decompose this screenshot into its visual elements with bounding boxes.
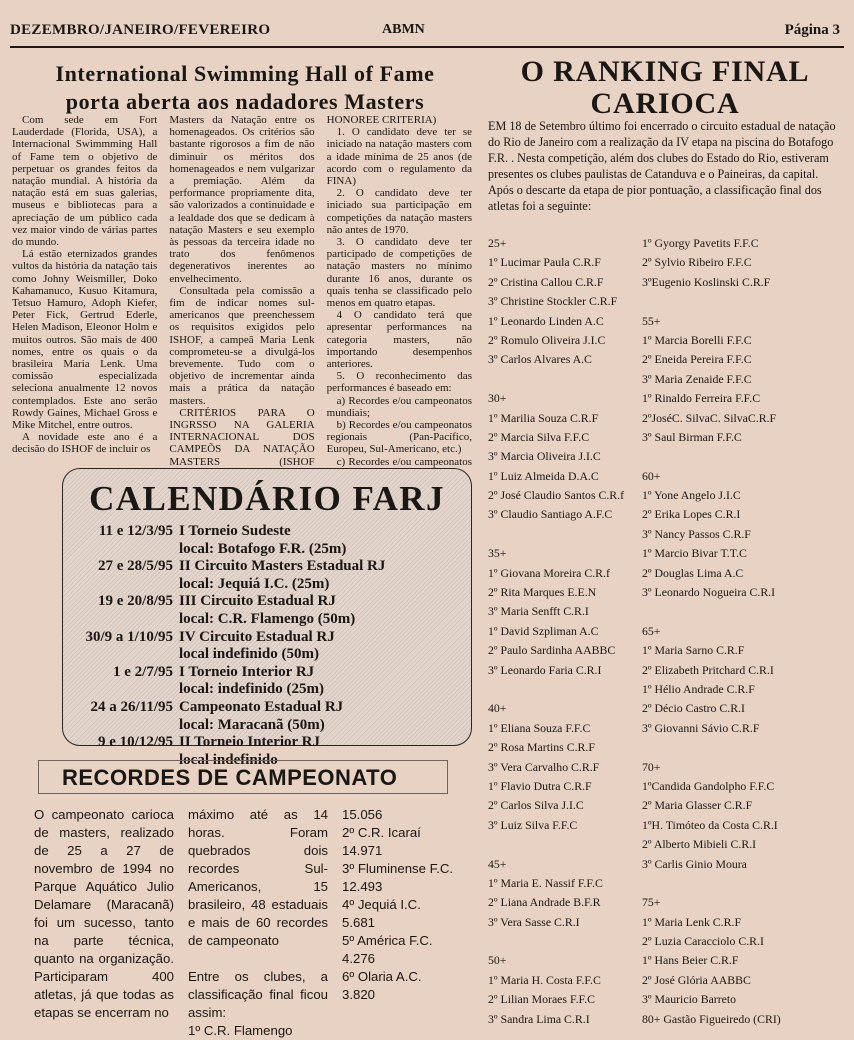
ranking-entry: 3º Vera Sasse C.R.I [488,914,580,929]
ranking-spacer [488,680,624,699]
event-date: 11 e 12/3/95 [98,523,173,539]
score-line: 6º Olaria A.C. [342,969,422,984]
records-column-2 [188,806,328,1040]
ranking-entry: 1º Marilia Souza C.R.F [488,410,599,425]
age-group-label: 65+ [642,623,661,638]
score-line: 4.276 [342,951,376,966]
event-date: 19 e 20/8/95 [98,593,173,610]
ranking-left-column [488,234,624,1029]
records-club-scores [342,806,472,1040]
event-name: Campeonato Estadual RJ [179,698,344,715]
ranking-entry: 2º Rita Marques E.E.N [488,585,597,600]
calendar-box [62,468,472,768]
calendar-event [63,593,471,611]
event-local: local: Maracanã (50m) [179,716,325,733]
paragraph: O campeonato carioca de masters, realizado de 25 a 27 de novembro de 1994 no Parque Aquático Julio Delamare (Maracanã) foi um sucesso, tanto na parte técnica, quanto na organização. Participaram 400 atletas, já que todas as etapas se encerram no [34,807,174,1020]
calendar-event [63,629,471,647]
records-title: RECORDES DE CAMPEONATO [62,765,398,790]
paragraph: EM 18 de Setembro último foi encerrado o circuito estadual de natação do Rio de Janeiro com a realização da IV etapa na piscina do Botafogo F.R. . Nesta competição, além dos clubes do Estado do Rio, estiveram presentes os clubes paulistas de Catanduva e o Paineiras, da capital. [488,119,836,181]
ranking-entry: 2º Cristina Callou C.R.F [488,274,604,289]
ranking-entry: 3º Vera Carvalho C.R.F [488,759,600,774]
calendar-event [63,734,471,752]
ranking-entry: 1º Luiz Almeida D.A.C [488,468,599,483]
paragraph: 1. O candidato deve ter se iniciado na natação masters com a idade mínima de 25 anos (de acordo com o regulamento da FINA) [326,126,472,188]
publication-name: ABMN [382,22,425,37]
ranking-entry: 3º Luiz Silva F.F.C [488,817,578,832]
ranking-spacer [642,738,781,757]
ranking-spacer [642,447,781,466]
ranking-entry: 1º Lucimar Paula C.R.F [488,255,601,270]
ranking-entry: 3º Marcia Oliveira J.I.C [488,449,601,464]
age-group-label: 35+ [488,546,507,561]
age-group-label: 45+ [488,856,507,871]
ranking-entry: 1º Gyorgy Pavetits F.F.C [642,236,759,250]
event-local: local: indefinido (25m) [179,681,324,698]
club-ranking-first: 1º C.R. Flamengo [188,1023,293,1038]
ranking-spacer [642,292,781,311]
paragraph: CRITÉRIOS PARA O INGRSSO NA GALERIA INTERNACIONAL DOS CAMPEÕS DA NATAÇÃO MASTERS (ISHOF [169,406,315,468]
calendar-events [63,523,471,769]
paragraph: HONOREE CRITERIA) [326,114,437,126]
ranking-entry: 1ºCandida Gandolpho F.F.C [642,778,775,793]
event-date: 24 a 26/11/95 [90,698,173,715]
ranking-entry: 80+ Gastão Figueiredo (CRI) [642,1011,781,1026]
ranking-entry: 1º Hans Beier C.R.F [642,953,739,968]
ranking-entry: 3º Mauricio Barreto [642,992,737,1007]
calendar-title: CALENDÁRIO FARJ [89,479,445,518]
calendar-event [63,699,471,717]
ranking-spacer [642,874,781,893]
swimming-column-2 [169,114,315,468]
calendar-event-venue [63,717,471,735]
ranking-entry: 1ºH. Timóteo da Costa C.R.I [642,817,778,832]
event-local: local indefinido (50m) [179,646,320,663]
ranking-right-column [642,234,781,1029]
ranking-entry: 2º Elizabeth Pritchard C.R.I [642,662,774,677]
age-group-label: 40+ [488,701,507,716]
calendar-event [63,558,471,576]
ranking-entry: 2ºJoséC. SilvaC. SilvaC.R.F [642,410,777,425]
ranking-entry: 2º Luzia Caracciolo C.R.I [642,934,764,949]
page-number: Página 3 [784,22,840,38]
ranking-entry: 1º Marcia Borelli F.F.C [642,332,752,347]
paragraph: Com sede em Fort Lauderdade (Florida, USA), a Internacional Swimmming Hall of Fame tem o objetivo de perpetuar os grandes feitos da natação mundial. A história da natação está em suas galerias, museus e bibliotecas para a apreciação de um público cada vez maior vindo de várias partes do mundo. [12,114,158,249]
paragraph: Lá estão eternizados grandes vultos da história da natação tais como Johny Weismiller, Doko Kahamanuco, Kusuo Kitamura, Tetsuo Hamuro, Adoph Kiefer, Peter Fick, Gertrud Ederle, Helen Madison, Eleonor Holm e muitos outros. São mais de 400 nomes, entre os quais o da brasileira Maria Lenk. Uma comissão especializada seleciona anualmente 12 novos contemplados. Este ano serão Rowdy Gaines, Michael Gross e Mike Mitchel, entre outros. [12,248,158,432]
ranking-entry: 3º Giovanni Sávio C.R.F [642,720,760,735]
age-group-label: 25+ [488,236,507,250]
ranking-spacer [488,932,624,951]
ranking-entry: 3ºEugenio Koslinski C.R.F [642,274,771,289]
calendar-event [63,523,471,541]
calendar-event-venue [63,541,471,559]
ranking-entry: 3º Carlis Ginio Moura [642,856,747,871]
ranking-entry: 3º Leonardo Faria C.R.I [488,662,602,677]
event-local: local: Botafogo F.R. (25m) [179,540,347,557]
ranking-entry: 1º Maria Sarno C.R.F [642,643,745,658]
ranking-intro [488,118,842,214]
paragraph: Após o descarte da etapa de pior pontuação, a classificação final dos atletas foi a seguinte: [488,183,822,213]
paragraph: a) Recordes e/ou campeonatos mundiais; [326,394,472,419]
event-name: III Circuito Estadual RJ [179,593,336,610]
ranking-spacer [488,835,624,854]
swimming-title-line-1: International Swimming Hall of Fame [55,61,435,86]
ranking-entry: 1º Maria H. Costa F.F.C [488,972,601,987]
ranking-entry: 2º José Claudio Santos C.R.f [488,488,625,503]
ranking-title-line-1: O RANKING FINAL [520,55,810,88]
paragraph: máximo até as 14 horas. Foram quebrados dois recordes Sul-Americanos, 15 brasileiro, 48 estaduais e mais de 60 recordes de campeonato [188,807,328,948]
score-line: 12.493 [342,879,383,894]
ranking-entry: 1º Hélio Andrade C.R.F [642,681,755,696]
ranking-entry: 2º Maria Glasser C.R.F [642,798,753,813]
ranking-entry: 2º Décio Castro C.R.I [642,701,745,716]
event-date: 27 e 28/5/95 [98,558,173,575]
event-name: I Torneio Interior RJ [179,663,315,680]
paragraph: Entre os clubes, a classificação final ficou assim: [188,969,328,1020]
ranking-entry: 3º Maria Zenaide F.F.C [642,371,752,386]
ranking-entry: 2º Lilian Moraes F.F.C [488,992,595,1007]
ranking-title-line-2: CARIOCA [590,87,740,120]
event-date: 1 e 2/7/95 [113,663,173,680]
swimming-title-line-2: porta aberta aos nadadores Masters [65,89,425,114]
ranking-entry: 2º Marcia Silva F.F.C [488,429,590,444]
paragraph: 2. O candidato deve ter iniciado sua participação em competições da natação masters não antes de 1970. [326,187,472,236]
ranking-entry: 2º Alberto Mibieli C.R.I [642,837,757,852]
paragraph: 3. O candidato deve ter participado de competições de natação masters no mínimo durante 16 anos, durante os quais tenha se classificado pelo menos em quatro etapas. [326,236,472,310]
calendar-event-venue [63,646,471,664]
score-line: 3º Fluminense F.C. [342,861,454,876]
ranking-spacer [488,525,624,544]
age-group-label: 75+ [642,895,661,910]
ranking-entry: 2º Liana Andrade B.F.R [488,895,601,910]
records-article-body [34,806,484,1040]
ranking-entry: 3º Sandra Lima C.R.I [488,1011,590,1026]
ranking-entry: 3º Leonardo Nogueira C.R.I [642,585,776,600]
age-group-label: 55+ [642,313,661,328]
ranking-entry: 3º Christine Stockler C.R.F [488,294,618,309]
ranking-entry: 1º Rinaldo Ferreira F.F.C [642,391,761,406]
ranking-entry: 2º Eneida Pereira F.F.C [642,352,752,367]
paragraph: 5. O reconhecimento das performances é baseado em: [326,370,472,395]
ranking-entry: 2º Sylvio Ribeiro F.F.C [642,255,752,270]
ranking-entry: 2º Erika Lopes C.R.I [642,507,741,522]
page-header [10,22,844,48]
paragraph: 4 O candidato terá que apresentar performances na categoria masters, não importando desempenhos anteriores. [326,309,472,371]
ranking-spacer [642,602,781,621]
ranking-spacer [488,370,624,389]
age-group-label: 30+ [488,391,507,406]
ranking-entry: 3º Nancy Passos C.R.F [642,526,751,541]
age-group-label: 70+ [642,759,661,774]
issue-months: DEZEMBRO/JANEIRO/FEVEREIRO [10,22,271,38]
score-line: 14.971 [342,843,383,858]
event-name: IV Circuito Estadual RJ [179,628,335,645]
ranking-entry: 1º David Szpliman A.C [488,623,599,638]
ranking-entry: 1º Maria Lenk C.R.F [642,914,742,929]
ranking-entry: 3º Maria Senfft C.R.I [488,604,589,619]
score-line: 5.681 [342,915,376,930]
calendar-event [63,664,471,682]
ranking-entry: 1º Maria E. Nassif F.F.C [488,875,603,890]
ranking-title [486,56,844,120]
event-local: local: Jequiá I.C. (25m) [179,575,330,592]
records-column-1 [34,806,174,1040]
ranking-entry: 1º Giovana Moreira C.R.f [488,565,610,580]
ranking-entry: 3º Carlos Alvares A.C [488,352,592,367]
event-date: 30/9 a 1/10/95 [85,628,173,645]
ranking-entry: 2º Romulo Oliveira J.I.C [488,332,606,347]
swimming-column-1 [12,114,157,454]
ranking-entry: 1º Flavio Dutra C.R.F [488,778,592,793]
swimming-article-body [12,114,472,468]
event-name: II Torneio Interior RJ [179,734,320,751]
score-line: 5º América F.C. [342,933,433,948]
age-group-label: 50+ [488,953,507,968]
event-local: local indefinido [179,751,278,768]
score-line: 4º Jequiá I.C. [342,897,421,912]
ranking-entry: 3º Saul Birman F.F.C [642,429,742,444]
ranking-entry: 1º Eliana Souza F.F.C [488,720,591,735]
paragraph: Masters da Natação entre os homenageados. Os critérios são bastante rigorosos a fim de não diminuir os méritos dos homenageados e nem vulgarizar a premiação. Além da performance propriamente dita, são valorizados a continuidade e a lealdade dos que se dedicam à natação Masters e seu exemplo às pessoas da terceira idade no trato dos fenômenos degenerativos inerentes ao envelhecimento. [169,114,315,285]
ranking-entry: 1º Marcio Bivar T.T.C [642,546,747,561]
ranking-entry: 2º José Glória AABBC [642,972,751,987]
ranking-entry: 1º Yone Angelo J.I.C [642,488,741,503]
ranking-entry: 3º Claudio Santiago A.F.C [488,507,613,522]
event-name: I Torneio Sudeste [179,523,291,539]
event-name: II Circuito Masters Estadual RJ [179,558,386,575]
swimming-column-3 [326,114,472,468]
ranking-entry: 2º Paulo Sardinha AABBC [488,643,616,658]
ranking-entry: 1º Leonardo Linden A.C [488,313,604,328]
event-local: local: C.R. Flamengo (50m) [179,610,356,627]
age-group-label: 60+ [642,468,661,483]
score-line: 3.820 [342,987,376,1002]
paragraph: c) Recordes e/ou campeonatos [336,455,472,468]
paragraph: A novidade este ano é a decisão do ISHOF de incluir os [12,431,158,456]
calendar-event-venue [63,576,471,594]
ranking-entry: 2º Carlos Silva J.I.C [488,798,584,813]
calendar-event-venue [63,611,471,629]
score-line: 15.056 [342,807,383,822]
paragraph: b) Recordes e/ou campeonatos regionais (Pan-Pacífico, Europeu, Sul-Americano, etc.) [326,419,472,456]
calendar-event-venue [63,681,471,699]
score-line: 2º C.R. Icaraí [342,825,421,840]
ranking-entry: 2º Douglas Lima A.C [642,565,744,580]
event-date: 9 e 10/12/95 [98,734,173,751]
ranking-entry: 2º Rosa Martins C.R.F [488,740,595,755]
paragraph: Consultada pela comissão a fim de indicar nomes sul-americanos que preenchessem os requisitos exigidos pelo ISHOF, a campeã Maria Lenk comprometeu-se a divulgá-los brevemente. Tudo com o objetivo de incrementar ainda mais a prática da natação masters. [169,284,315,407]
swimming-article-title [10,60,480,116]
